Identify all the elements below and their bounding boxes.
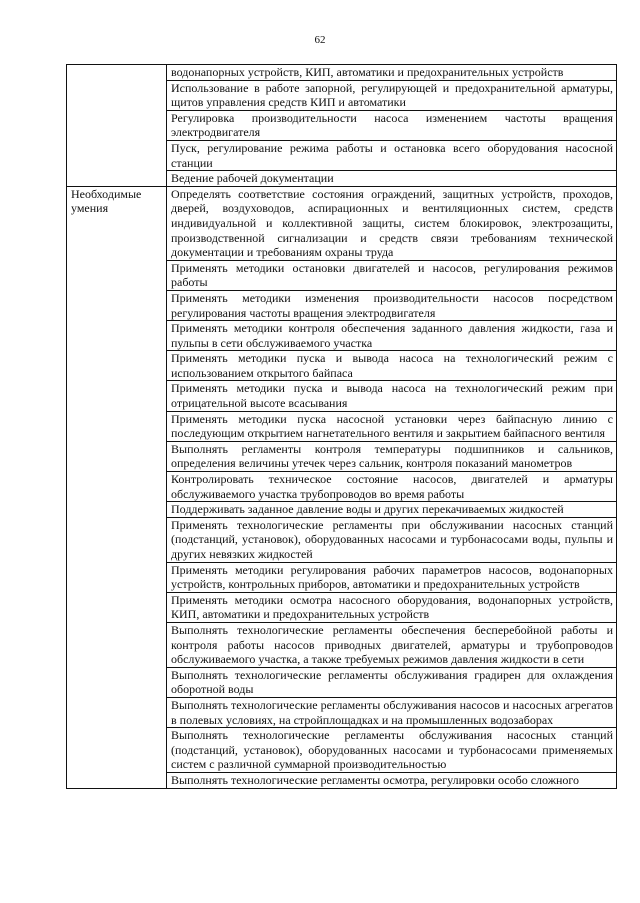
table-cell: Применять методики изменения производительности насосов посредством регулирования частоты вращения электродвигателя (167, 290, 617, 320)
table-cell: Применять методики пуска и вывода насоса на технологический режим с использованием открытого байпаса (167, 351, 617, 381)
table-cell: Пуск, регулирование режима работы и остановка всего оборудования насосной станции (167, 140, 617, 170)
table-cell: водонапорных устройств, КИП, автоматики и предохранительных устройств (167, 65, 617, 81)
table-cell: Выполнять технологические регламенты обслуживания насосных станций (подстанций, установок), оборудованных насосами и турбонасосами применяемых систем с различной суммарной производительностью (167, 728, 617, 773)
table-cell: Применять методики пуска насосной установки через байпасную линию с последующим открытием нагнетательного вентиля и закрытием байпасного вентиля (167, 411, 617, 441)
table-row (67, 186, 617, 260)
skills-label: Необходимые умения (67, 186, 167, 788)
label-cell-empty (67, 65, 167, 187)
table-cell: Выполнять технологические регламенты обслуживания градирен для охлаждения оборотной воды (167, 667, 617, 697)
table-cell: Поддерживать заданное давление воды и других перекачиваемых жидкостей (167, 502, 617, 518)
page-number: 62 (314, 34, 326, 46)
table-cell: Определять соответствие состояния ограждений, защитных устройств, проходов, дверей, воздуховодов, аспирационных и вентиляционных систем, средств индивидуальной и коллективной защиты, систем блокировок, электрозащиты, производственной сигнализации и средств связи требованиям технической документации и требованиям охраны труда (167, 186, 617, 260)
table-cell: Выполнять регламенты контроля температуры подшипников и сальников, определения величины утечек через сальник, контроля показаний манометров (167, 441, 617, 471)
table-cell: Выполнять технологические регламенты обслуживания насосов и насосных агрегатов в полевых условиях, на стройплощадках и на промышленных водозаборах (167, 697, 617, 727)
requirements-table (66, 64, 617, 789)
table-cell: Контролировать техническое состояние насосов, двигателей и арматуры обслуживаемого участка трубопроводов во время работы (167, 472, 617, 502)
table-cell: Применять методики пуска и вывода насоса на технологический режим при отрицательной высоте всасывания (167, 381, 617, 411)
table-cell: Выполнять технологические регламенты осмотра, регулировки особо сложного (167, 772, 617, 788)
table-cell: Выполнять технологические регламенты обеспечения бесперебойной работы и контроля работы насосов приводных двигателей, арматуры и трубопроводов обслуживаемого участка, а также требуемых режимов давления жидкости в сети (167, 622, 617, 667)
table-cell: Ведение рабочей документации (167, 171, 617, 187)
table-row (67, 65, 617, 81)
table-cell: Применять методики осмотра насосного оборудования, водонапорных устройств, КИП, автоматики и предохранительных устройств (167, 592, 617, 622)
table-cell: Применять методики регулирования рабочих параметров насосов, водонапорных устройств, контрольных приборов, автоматики и предохранительных устройств (167, 562, 617, 592)
table-cell: Применять методики контроля обеспечения заданного давления жидкости, газа и пульпы в сети обслуживаемого участка (167, 321, 617, 351)
table-cell: Применять методики остановки двигателей и насосов, регулирования режимов работы (167, 260, 617, 290)
table-cell: Использование в работе запорной, регулирующей и предохранительной арматуры, щитов управления средств КИП и автоматики (167, 80, 617, 110)
table-cell: Применять технологические регламенты при обслуживании насосных станций (подстанций, установок), оборудованных насосами и турбонасосами воды, пульпы и других невязких жидкостей (167, 517, 617, 562)
table-cell: Регулировка производительности насоса изменением частоты вращения электродвигателя (167, 110, 617, 140)
